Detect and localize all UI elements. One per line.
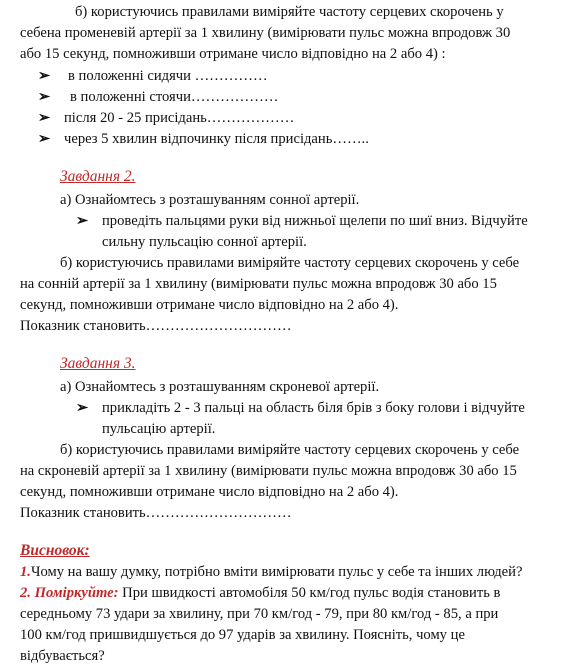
task2-title: Завдання 2. (60, 168, 136, 185)
intro-line-1: б) користуючись правилами виміряйте частоту серцевих скорочень у (75, 4, 504, 20)
task2-b-line-1: б) користуючись правилами виміряйте частоту серцевих скорочень у себе (60, 255, 520, 271)
question-2-label: 2. Поміркуйте: (20, 585, 119, 601)
task3-bullet-cont: пульсацію артерії. (102, 421, 216, 437)
task3-title: Завдання 3. (60, 355, 136, 372)
arrow-right-icon: ➢ (38, 110, 51, 126)
arrow-right-icon: ➢ (38, 68, 51, 84)
task3-item-a: а) Ознайомтесь з розташуванням скроневої артерії. (60, 379, 380, 395)
intro-line-2: себена променевій артерії за 1 хвилину (вимірювати пульс можна впродовж 30 (20, 25, 511, 41)
arrow-right-icon: ➢ (76, 400, 89, 416)
intro-line-3: або 15 секунд, помноживши отримане число відповідно на 2 або 4) : (20, 46, 446, 62)
task2-bullet-cont: сильну пульсацію сонної артерії. (102, 234, 307, 250)
conclusion-title: Висновок: (20, 542, 90, 559)
conclusion-question-2-line-3: 100 км/год пришвидшується до 97 ударів за хвилину. Поясніть, чому це (20, 627, 465, 643)
conclusion-question-2-line-4: відбувається? (20, 648, 105, 664)
task2-result: Показник становить………………………… (20, 318, 292, 334)
task3-result: Показник становить………………………… (20, 505, 292, 521)
conclusion-question-2-line-2: середньому 73 удари за хвилину, при 70 км/год - 79, при 80 км/год - 85, а при (20, 606, 499, 622)
bullet-item: ➢ в положенні стоячи……………… (38, 87, 278, 108)
arrow-right-icon: ➢ (38, 89, 51, 105)
task3-b-line-1: б) користуючись правилами виміряйте частоту серцевих скорочень у себе (60, 442, 520, 458)
task2-b-line-3: секунд, помноживши отримане число відповідно на 2 або 4). (20, 297, 399, 313)
task3-b-line-2: на скроневій артерії за 1 хвилину (вимірювати пульс можна впродовж 30 або 15 (20, 463, 517, 479)
conclusion-question-2-line-1: 2. Поміркуйте: При швидкості автомобіля 50 км/год пульс водія становить в (20, 585, 501, 601)
task3-b-line-3: секунд, помноживши отримане число відповідно на 2 або 4). (20, 484, 399, 500)
task2-item-a: а) Ознайомтесь з розташуванням сонної артерії. (60, 192, 360, 208)
bullet-item: ➢ після 20 - 25 присідань……………… (38, 108, 294, 129)
conclusion-question-1: 1.Чому на вашу думку, потрібно вміти вимірювати пульс у себе та інших людей? (20, 564, 523, 580)
bullet-item: ➢ через 5 хвилин відпочинку після присідань…….. (38, 129, 369, 150)
task2-b-line-2: на сонній артерії за 1 хвилину (вимірювати пульс можна впродовж 30 або 15 (20, 276, 497, 292)
arrow-right-icon: ➢ (76, 213, 89, 229)
arrow-right-icon: ➢ (38, 131, 51, 147)
question-1-number: 1. (20, 564, 31, 580)
task3-bullet: ➢ прикладіть 2 - 3 пальці на область біля брів з боку голови і відчуйте (76, 398, 525, 419)
bullet-item: ➢ в положенні сидячи …………… (38, 66, 268, 87)
task2-bullet: ➢ проведіть пальцями руки від нижньої щелепи по шиї вниз. Відчуйте (76, 211, 528, 232)
